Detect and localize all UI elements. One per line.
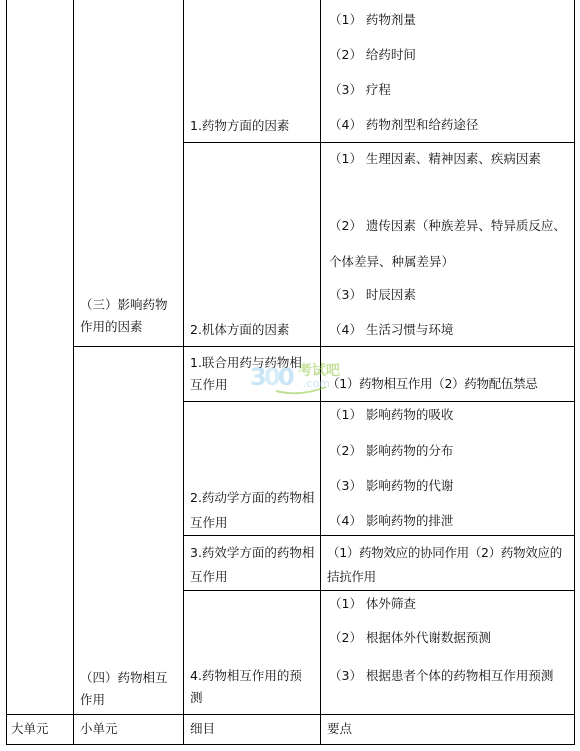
point-list-item: （2） 影响药物的分布 (329, 443, 454, 458)
point-list-item: （4） 影响药物的排泄 (329, 513, 454, 528)
detail-pharmacokinetic: 2.药动学方面的药物相互作用 (190, 490, 315, 530)
header-key-points: 要点 (327, 721, 353, 736)
point-list-item: （3） 疗程 (329, 82, 391, 97)
detail-combination: 1.联合用药与药物相互作用 (190, 355, 302, 392)
row-line-d (183, 535, 575, 536)
watermark-logo (248, 357, 353, 397)
point-list-item: （3） 时辰因素 (329, 287, 416, 302)
row-line-bottom (6, 744, 575, 745)
unit-3-label: （三）影响药物作用的因素 (80, 297, 168, 334)
detail-drug-factors: 1.药物方面的因素 (190, 118, 290, 133)
svg-text:0: 0 (264, 363, 281, 391)
point-list-item: （1）药物效应的协同作用（2）药物效应的拮抗作用 (327, 545, 562, 584)
point-list-item: （2） 根据体外代谢数据预测 (329, 630, 491, 645)
point-list-item: （1）药物相互作用（2）药物配伍禁忌 (327, 376, 538, 391)
row-line-b (73, 346, 575, 347)
svg-text:0: 0 (278, 363, 295, 391)
detail-pharmacodynamic: 3.药效学方面的药物相互作用 (190, 545, 315, 584)
point-list-item: （2） 遗传因素（种族差异、特异质反应、个体差异、种属差异） (329, 218, 566, 269)
watermark-text: 考试吧 (298, 363, 340, 379)
header-detail: 细目 (190, 721, 216, 736)
header-minor-unit: 小单元 (80, 721, 118, 736)
point-list-item: （3） 根据患者个体的药物相互作用预测 (329, 668, 554, 683)
point-list-item: （2） 给药时间 (329, 47, 416, 62)
point-list-item: （1） 药物剂量 (329, 12, 416, 27)
point-list-item: （1） 影响药物的吸收 (329, 407, 454, 422)
row-line-c (183, 401, 575, 402)
point-list-item: （3） 影响药物的代谢 (329, 478, 454, 493)
row-line-a (183, 142, 575, 143)
border-left (6, 0, 7, 745)
border-right (574, 0, 575, 745)
detail-body-factors: 2.机体方面的因素 (190, 322, 290, 337)
row-line-e (183, 590, 575, 591)
header-major-unit: 大单元 (11, 721, 49, 736)
col-divider-2 (183, 0, 184, 745)
point-list-item: （4） 药物剂型和给药途径 (329, 117, 479, 132)
row-line-header-top (6, 714, 575, 715)
detail-prediction: 4.药物相互作用的预测 (190, 668, 302, 705)
point-list-item: （1） 体外筛查 (329, 596, 416, 611)
point-list-item: （1） 生理因素、精神因素、疾病因素 (329, 151, 541, 166)
unit-4-label: （四）药物相互作用 (80, 670, 168, 707)
svg-text:3: 3 (250, 363, 267, 391)
watermark-domain: .com (303, 377, 330, 390)
point-list-item: （4） 生活习惯与环境 (329, 322, 454, 337)
col-divider-1 (73, 0, 74, 745)
